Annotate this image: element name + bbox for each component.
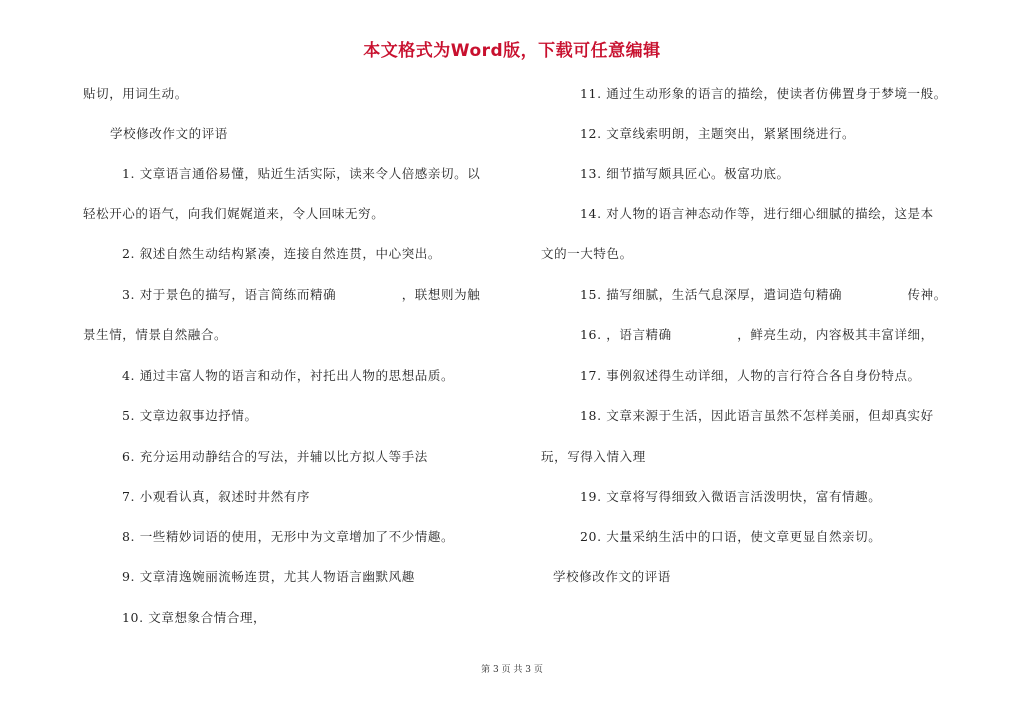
left-line-8: 4. 通过丰富人物的语言和动作，衬托出人物的思想品质。 [122,368,455,383]
right-line-4: 14. 对人物的语言神态动作等，进行细心细腻的描绘，这是本 [580,206,934,221]
left-line-14: 10. 文章想象合情合理， [122,610,267,625]
left-line-12: 8. 一些精妙词语的使用，无形中为文章增加了不少情趣。 [122,529,455,544]
document-banner: 本文格式为Word版，下载可任意编辑 [363,41,661,61]
right-line-8: 17. 事例叙述得生动详细，人物的言行符合各自身份特点。 [580,368,921,383]
left-line-11: 7. 小观看认真，叙述时井然有序 [122,489,311,504]
left-line-2: 学校修改作文的评语 [110,126,228,141]
left-line-6: 3. 对于景色的描写，语言简练而精确 ，联想则为触 [122,287,481,302]
left-line-7: 景生情，情景自然融合。 [83,327,228,342]
right-line-6: 15. 描写细腻，生活气息深厚，遣词造句精确 传神。 [580,287,947,302]
right-line-11: 19. 文章将写得细致入微语言活泼明快，富有情趣。 [580,489,882,504]
left-line-4: 轻松开心的语气，向我们娓娓道来，令人回味无穷。 [83,206,385,221]
right-line-12: 20. 大量采纳生活中的口语，使文章更显自然亲切。 [580,529,882,544]
left-line-10: 6. 充分运用动静结合的写法，并辅以比方拟人等手法 [122,449,428,464]
right-line-5: 文的一大特色。 [541,246,633,261]
right-line-7: 16. ，语言精确 ，鲜亮生动，内容极其丰富详细， [580,327,934,342]
right-line-3: 13. 细节描写颇具匠心。极富功底。 [580,166,790,181]
left-line-5: 2. 叙述自然生动结构紧凑，连接自然连贯，中心突出。 [122,246,442,261]
right-line-9: 18. 文章来源于生活，因此语言虽然不怎样美丽，但却真实好 [580,408,934,423]
right-line-2: 12. 文章线索明朗，主题突出，紧紧围绕进行。 [580,126,856,141]
right-line-10: 玩，写得入情入理 [541,449,646,464]
left-line-3: 1. 文章语言通俗易懂，贴近生活实际，读来令人倍感亲切。以 [122,166,481,181]
left-line-1: 贴切，用词生动。 [83,86,188,101]
left-line-13: 9. 文章清逸婉丽流畅连贯，尤其人物语言幽默风趣 [122,569,415,584]
right-line-1: 11. 通过生动形象的语言的描绘，使读者仿佛置身于梦境一般。 [580,86,947,101]
left-line-9: 5. 文章边叙事边抒情。 [122,408,258,423]
page-footer: 第 3 页 共 3 页 [481,665,543,675]
right-line-13: 学校修改作文的评语 [553,569,671,584]
